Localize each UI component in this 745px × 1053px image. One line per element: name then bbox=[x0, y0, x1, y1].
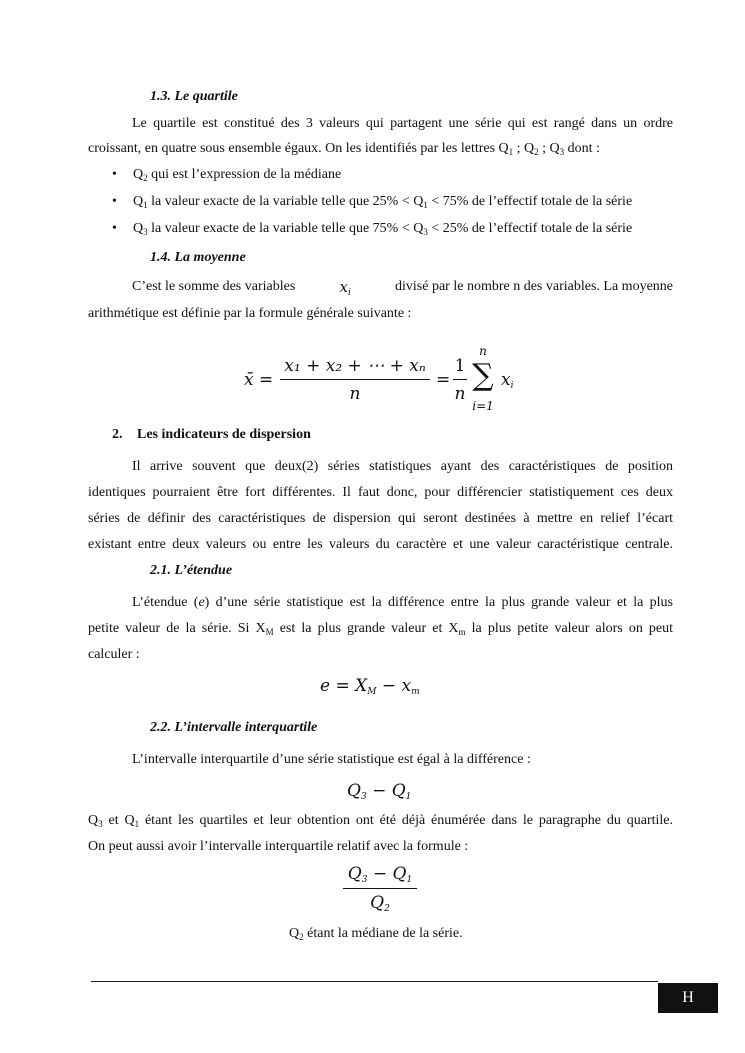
sigma-top: n bbox=[479, 344, 487, 358]
mean-numerator: x₁ + x₂ + ⋯ + xₙ bbox=[284, 356, 426, 376]
range-formula: $e = X_M - x_m$ bbox=[320, 676, 420, 697]
heading-2-2: 2.2. L’intervalle interquartile bbox=[150, 720, 318, 735]
footer-rule bbox=[91, 981, 658, 982]
mean-para-line1: C’est le somme des variables $x_i$ divisé par le nombre n des variables. La moyenne bbox=[132, 278, 673, 298]
mean-equals: = bbox=[436, 370, 451, 390]
range-para-line1: L’étendue (e) d’une série statistique est la différence entre la plus grande valeur et la plus bbox=[132, 595, 673, 610]
heading-1-4: 1.4. La moyenne bbox=[150, 250, 246, 265]
bullet-dot-2: • bbox=[112, 194, 117, 209]
iqr-formula: $Q_3 - Q_1$ bbox=[347, 781, 412, 802]
mean-term: $x_i$ bbox=[501, 370, 514, 391]
sigma-bottom: i=1 bbox=[472, 399, 494, 413]
mean-fraction-bar bbox=[280, 379, 430, 380]
quartile-para-line2: croissant, en quatre sous ensemble égaux. On les identifiés par les lettres $Q_1$ ; $Q_2$ ; $Q_3$ dont : bbox=[88, 141, 600, 157]
heading-2-1: 2.1. L’étendue bbox=[150, 563, 233, 578]
relative-iqr-numerator: $Q_3 - Q_1$ bbox=[347, 864, 413, 885]
heading-2: Les indicateurs de dispersion bbox=[137, 427, 311, 442]
dispersion-para-line3: séries de définir des caractéristiques de dispersion qui seront destinées à mettre en relief l’écart bbox=[88, 511, 673, 526]
dispersion-para-line1: Il arrive souvent que deux(2) séries statistiques ayant des caractéristiques de position bbox=[132, 459, 673, 474]
iqr-para-line1: L’intervalle interquartile d’une série statistique est égal à la différence : bbox=[132, 752, 531, 767]
range-para-line3: calculer : bbox=[88, 647, 140, 662]
heading-2-number: 2. bbox=[112, 427, 123, 442]
iqr-para-line3: On peut aussi avoir l’intervalle interquartile relatif avec la formule : bbox=[88, 839, 469, 854]
relative-iqr-denominator: $Q_2$ bbox=[370, 893, 390, 914]
mean-one-over-n-bar bbox=[453, 379, 467, 380]
bullet-item-q3: $Q_3$ la valeur exacte de la variable telle que 75% ˂ $Q_3 < 25\%$ de l’effectif totale de la série bbox=[133, 221, 633, 237]
heading-1-3: 1.3. Le quartile bbox=[150, 89, 238, 104]
bullet-dot-3: • bbox=[112, 221, 117, 236]
bullet-item-q1: $Q_1$ la valeur exacte de la variable telle que 25% ˂ $Q_1 < 75\%$ de l’effectif totale de la série bbox=[133, 194, 633, 210]
quartile-para-line1: Le quartile est constitué des 3 valeurs qui partagent une série qui est rangé dans un ordre bbox=[132, 116, 673, 131]
mean-lhs: x̄ = bbox=[244, 370, 274, 390]
median-caption: $Q_2$ étant la médiane de la série. bbox=[289, 926, 463, 942]
dispersion-para-line2: identiques pourraient être fort différentes. Il faut donc, pour différencier statistiquement ces deux bbox=[88, 485, 673, 500]
relative-iqr-fraction-bar bbox=[343, 888, 417, 889]
mean-para-line2: arithmétique est définie par la formule générale suivante : bbox=[88, 306, 412, 321]
bullet-item-q2: $Q_2$ qui est l’expression de la médiane bbox=[133, 167, 342, 183]
dispersion-para-line4: existant entre deux valeurs ou entre les valeurs du caractère et une valeur caractéristique centrale. bbox=[88, 537, 673, 552]
iqr-para-line2: $Q_3$ et $Q_1$ étant les quartiles et leur obtention ont été déjà énumérée dans le paragraphe du quartile. bbox=[88, 813, 674, 829]
page-number-badge: H bbox=[658, 983, 718, 1013]
mean-one-over-n-den: n bbox=[454, 384, 466, 404]
range-para-line2: petite valeur de la série. Si $X_M$ est la plus grande valeur et $X_m$ la plus petite valeur alors on peut bbox=[88, 621, 674, 637]
bullet-dot-1: • bbox=[112, 167, 117, 182]
sigma-icon: ∑ bbox=[472, 358, 494, 393]
mean-denominator: n bbox=[349, 384, 361, 404]
mean-one: 1 bbox=[454, 356, 466, 376]
